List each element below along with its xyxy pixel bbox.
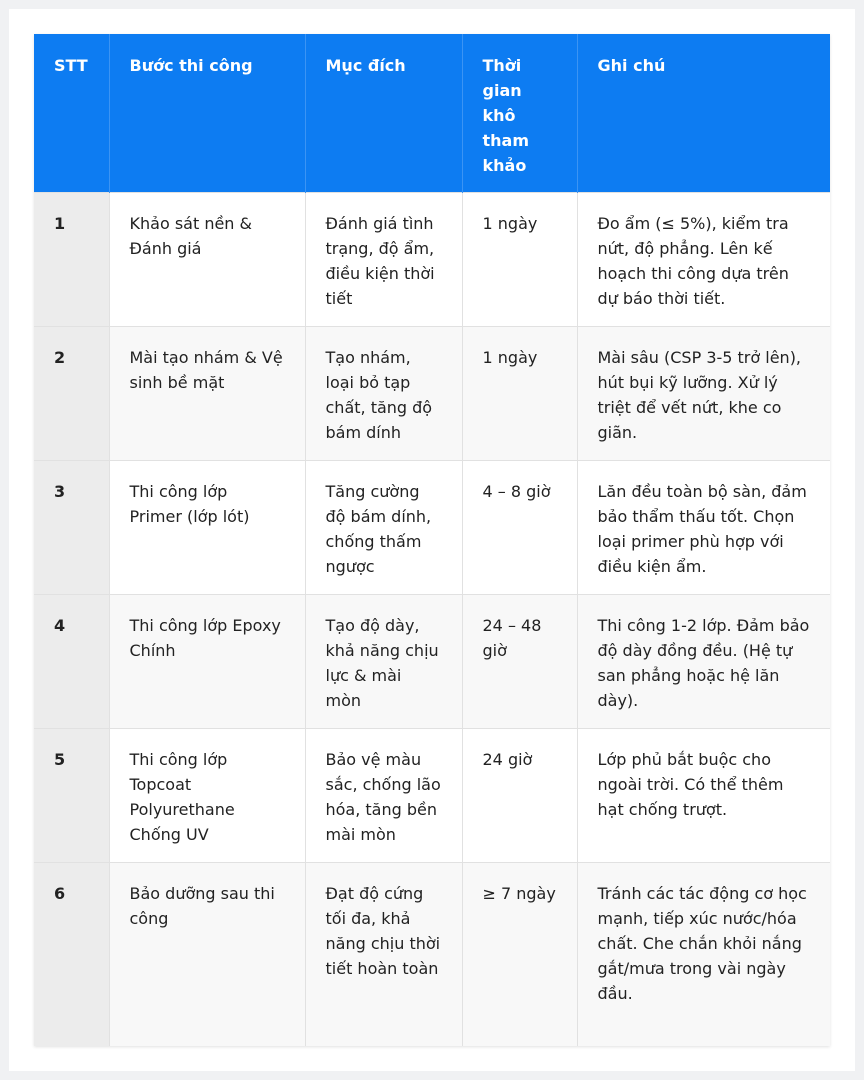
- table-row: [34, 193, 830, 327]
- table-row: [34, 729, 830, 863]
- header-note: Ghi chú: [577, 34, 830, 193]
- cell-dry-time: 4 – 8 giờ: [462, 461, 577, 595]
- cell-dry-time: 1 ngày: [462, 327, 577, 461]
- cell-purpose: Tạo độ dày, khả năng chịu lực & mài mòn: [305, 595, 462, 729]
- cell-stt: 3: [34, 461, 109, 595]
- table-row: [34, 461, 830, 595]
- cell-step: Mài tạo nhám & Vệ sinh bề mặt: [109, 327, 305, 461]
- cell-step: Bảo dưỡng sau thi công: [109, 863, 305, 1047]
- cell-stt: 2: [34, 327, 109, 461]
- cell-note: Thi công 1-2 lớp. Đảm bảo độ dày đồng đều. (Hệ tự san phẳng hoặc hệ lăn dày).: [577, 595, 830, 729]
- cell-stt: 5: [34, 729, 109, 863]
- cell-step: Thi công lớp Primer (lớp lót): [109, 461, 305, 595]
- construction-steps-table: [34, 34, 830, 1046]
- cell-step: Khảo sát nền & Đánh giá: [109, 193, 305, 327]
- table-row: [34, 327, 830, 461]
- cell-purpose: Đạt độ cứng tối đa, khả năng chịu thời tiết hoàn toàn: [305, 863, 462, 1047]
- cell-dry-time: 24 giờ: [462, 729, 577, 863]
- cell-purpose: Đánh giá tình trạng, độ ẩm, điều kiện thời tiết: [305, 193, 462, 327]
- cell-step: Thi công lớp Epoxy Chính: [109, 595, 305, 729]
- cell-dry-time: 24 – 48 giờ: [462, 595, 577, 729]
- header-step: Bước thi công: [109, 34, 305, 193]
- cell-note: Đo ẩm (≤ 5%), kiểm tra nứt, độ phẳng. Lên kế hoạch thi công dựa trên dự báo thời tiết.: [577, 193, 830, 327]
- table-row: [34, 863, 830, 1047]
- cell-purpose: Bảo vệ màu sắc, chống lão hóa, tăng bền mài mòn: [305, 729, 462, 863]
- cell-stt: 4: [34, 595, 109, 729]
- header-stt: STT: [34, 34, 109, 193]
- cell-dry-time: 1 ngày: [462, 193, 577, 327]
- cell-step: Thi công lớp Topcoat Polyurethane Chống UV: [109, 729, 305, 863]
- cell-note: Lăn đều toàn bộ sàn, đảm bảo thẩm thấu tốt. Chọn loại primer phù hợp với điều kiện ẩm.: [577, 461, 830, 595]
- cell-purpose: Tăng cường độ bám dính, chống thấm ngược: [305, 461, 462, 595]
- cell-dry-time: ≥ 7 ngày: [462, 863, 577, 1047]
- header-purpose: Mục đích: [305, 34, 462, 193]
- cell-stt: 1: [34, 193, 109, 327]
- header-dry-time: Thời gian khô tham khảo: [462, 34, 577, 193]
- cell-purpose: Tạo nhám, loại bỏ tạp chất, tăng độ bám dính: [305, 327, 462, 461]
- table-row: [34, 595, 830, 729]
- cell-note: Tránh các tác động cơ học mạnh, tiếp xúc nước/hóa chất. Che chắn khỏi nắng gắt/mưa trong vài ngày đầu.: [577, 863, 830, 1047]
- table-header-row: [34, 34, 830, 193]
- cell-note: Lớp phủ bắt buộc cho ngoài trời. Có thể thêm hạt chống trượt.: [577, 729, 830, 863]
- cell-note: Mài sâu (CSP 3-5 trở lên), hút bụi kỹ lưỡng. Xử lý triệt để vết nứt, khe co giãn.: [577, 327, 830, 461]
- cell-stt: 6: [34, 863, 109, 1047]
